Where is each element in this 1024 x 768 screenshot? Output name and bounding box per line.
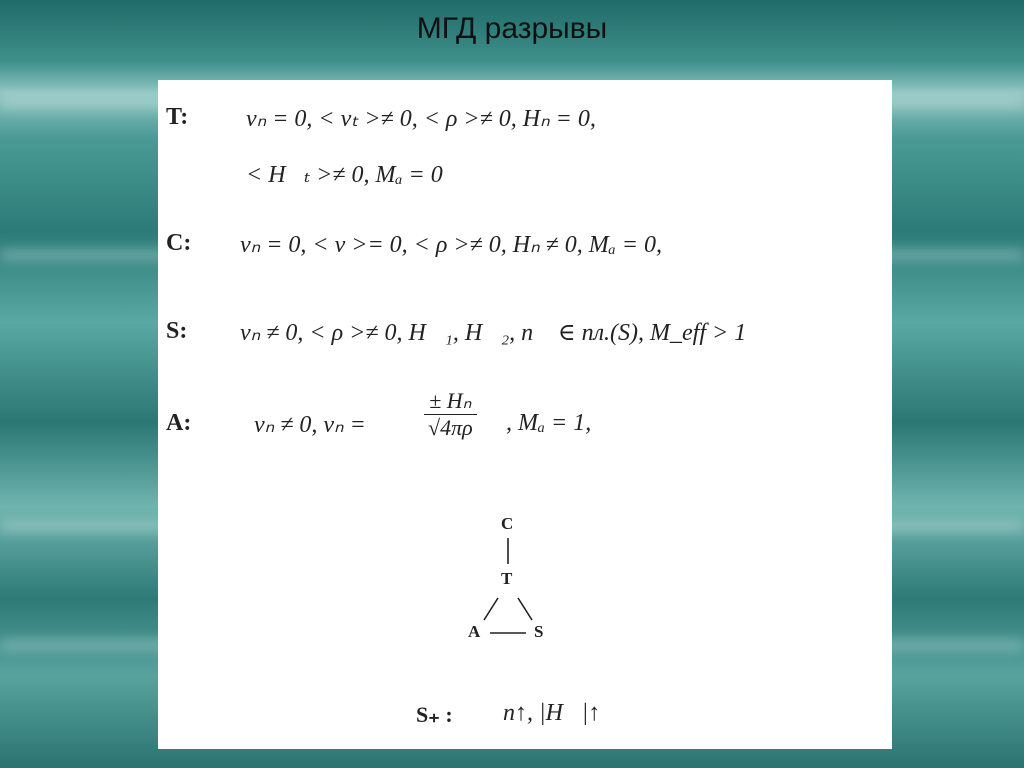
label-c: C: — [166, 230, 192, 256]
equation-a-part1: vₙ ≠ 0, vₙ = — [254, 412, 366, 438]
equation-c: vₙ = 0, < v >= 0, < ρ >≠ 0, Hₙ ≠ 0, Mₐ = 0, — [240, 232, 663, 258]
diagram-node-s: S — [534, 622, 544, 641]
label-t: T: — [166, 104, 189, 130]
label-s: S: — [166, 318, 188, 344]
label-a: A: — [166, 410, 192, 436]
equation-s: vₙ ≠ 0, < ρ >≠ 0, H⃗₁, H⃗₂, n⃗ ∈ пл.(S), M_eff > 1 — [240, 320, 747, 346]
fraction-denominator: √4πρ — [428, 415, 473, 440]
equation-t-line1: vₙ = 0, < vₜ >≠ 0, < ρ >≠ 0, Hₙ = 0, — [246, 106, 596, 132]
discontinuity-diagram-lines — [158, 80, 892, 749]
equation-s-star: n↑, |H⃗|↑ — [503, 700, 601, 726]
diagram-node-a: A — [468, 622, 481, 641]
equation-t-line2: < H⃗ₜ >≠ 0, Mₐ = 0 — [246, 162, 443, 188]
diagram-node-t: T — [501, 569, 513, 588]
slide-title: МГД разрывы — [416, 12, 608, 45]
content-panel — [158, 80, 892, 749]
fraction-numerator: ± Hₙ — [424, 388, 477, 415]
label-s-star: S₊ : — [416, 702, 453, 727]
equation-a-part2: , Mₐ = 1, — [506, 410, 592, 436]
diagram-node-c: C — [501, 514, 514, 533]
